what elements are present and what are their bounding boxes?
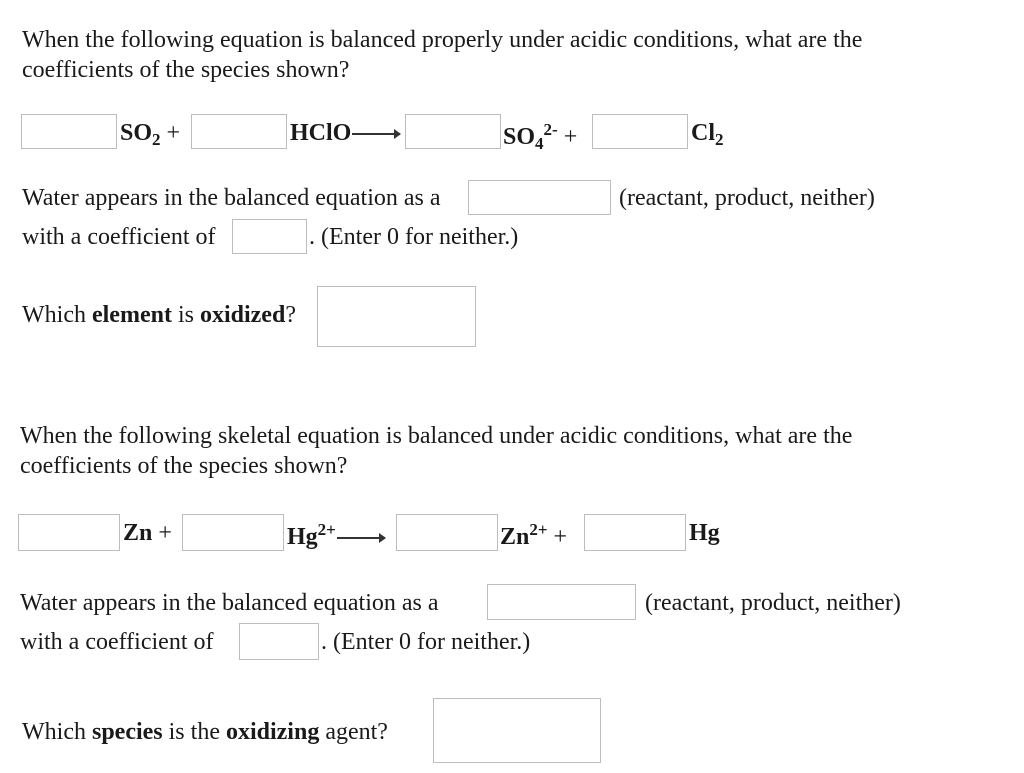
q1-oxidized-label: Which element is oxidized? <box>22 302 296 328</box>
q2-prompt-line2: coefficients of the species shown? <box>20 453 348 479</box>
q1-species-3: $SO_4^{2-}$ + <box>503 120 578 153</box>
q2-coef-3-input[interactable] <box>396 514 498 551</box>
q1-species-2: HClO <box>290 121 400 145</box>
q2-prompt-line1: When the following skeletal equation is balanced under acidic conditions, what are the <box>20 423 853 449</box>
q1-water-label: Water appears in the balanced equation as a <box>22 185 441 211</box>
q2-coef-4-input[interactable] <box>584 514 686 551</box>
q1-coef-4-input[interactable] <box>592 114 688 149</box>
q2-water-coef-input[interactable] <box>239 623 319 660</box>
q1-coef-1-input[interactable] <box>21 114 117 149</box>
q2-oxidizing-label: Which species is the oxidizing agent? <box>22 719 388 745</box>
q2-coef-2-input[interactable] <box>182 514 284 551</box>
q1-water-coef-input[interactable] <box>232 219 307 254</box>
q1-species-4: $Cl_2$ <box>691 120 724 149</box>
q2-species-2: $Hg^{2+}$ <box>287 521 385 549</box>
q2-coefficient-label: with a coefficient of <box>20 629 214 655</box>
q2-species-3: $Zn^{2+}$ + <box>500 520 568 550</box>
q2-water-hint: (reactant, product, neither) <box>645 590 901 616</box>
q2-water-role-input[interactable] <box>487 584 636 620</box>
reaction-arrow-icon <box>337 537 385 539</box>
q1-coef-3-input[interactable] <box>405 114 501 149</box>
q1-coefficient-label: with a coefficient of <box>22 224 216 250</box>
q1-prompt-line1: When the following equation is balanced properly under acidic conditions, what are the <box>22 27 863 53</box>
q1-oxidized-input[interactable] <box>317 286 476 347</box>
q2-species-1: Zn + <box>123 520 172 546</box>
q1-coef-2-input[interactable] <box>191 114 287 149</box>
reaction-arrow-icon <box>352 133 400 135</box>
q2-oxidizing-input[interactable] <box>433 698 601 763</box>
q1-species-1: $SO_2$ + <box>120 120 181 149</box>
q2-enter-zero-note: . (Enter 0 for neither.) <box>321 629 531 655</box>
q1-enter-zero-note: . (Enter 0 for neither.) <box>309 224 519 250</box>
q1-water-role-input[interactable] <box>468 180 611 215</box>
q2-water-label: Water appears in the balanced equation as a <box>20 590 439 616</box>
q1-water-hint: (reactant, product, neither) <box>619 185 875 211</box>
q2-species-4: Hg <box>689 520 720 546</box>
q2-coef-1-input[interactable] <box>18 514 120 551</box>
q1-prompt-line2: coefficients of the species shown? <box>22 57 350 83</box>
